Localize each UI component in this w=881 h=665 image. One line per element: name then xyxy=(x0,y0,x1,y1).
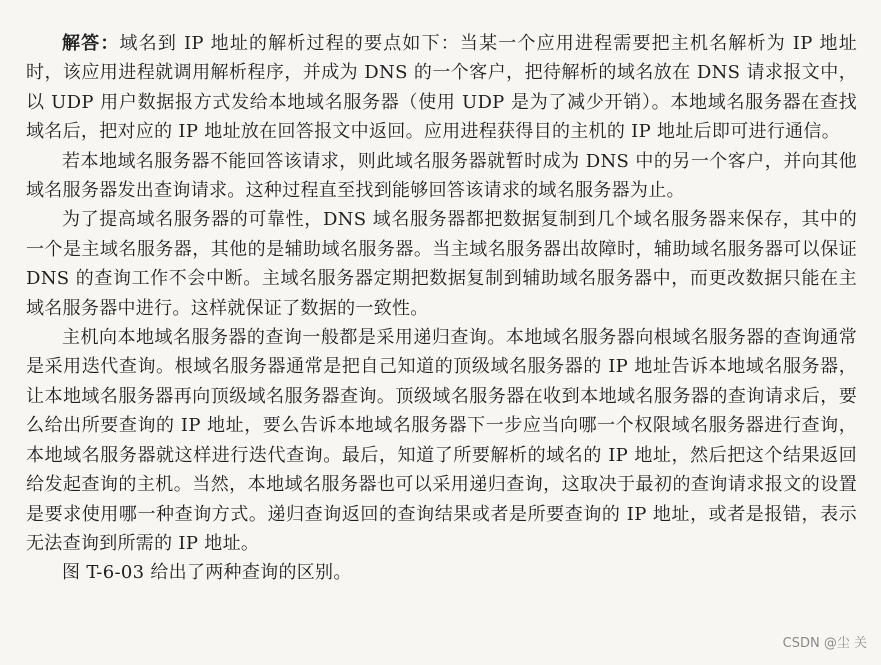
paragraph-3: 为了提高域名服务器的可靠性，DNS 域名服务器都把数据复制到几个域名服务器来保存，其中的一个是主域名服务器，其他的是辅助域名服务器。当主域名服务器出故障时，辅助域名服务器可以保证 DNS 的查询工作不会中断。主域名服务器定期把数据复制到辅助域名服务器中，而更改数据只能在主域名服务器中进行。这样就保证了数据的一致性。 xyxy=(26,209,857,319)
csdn-watermark: CSDN @尘 关 xyxy=(782,636,867,651)
paragraph-1 xyxy=(26,29,857,147)
answer-label: 解答： xyxy=(62,33,120,54)
paragraph-2: 若本地域名服务器不能回答该请求，则此域名服务器就暂时成为 DNS 中的另一个客户，并向其他域名服务器发出查询请求。这种过程直至找到能够回答该请求的域名服务器为止。 xyxy=(26,150,857,202)
figure-caption: 图 T-6-03 给出了两种查询的区别。 xyxy=(62,562,352,584)
paragraph-1-text: 域名到 IP 地址的解析过程的要点如下：当某一个应用进程需要把主机名解析为 IP 地址时，该应用进程就调用解析程序，并成为 DNS 的一个客户，把待解析的域名放在 DNS 请求报文中，以 UDP 用户数据报方式发给本地域名服务器（使用 UDP 是为了减少开销）。本地域名服务器在查找域名后，把对应的 IP 地址放在回答报文中返回。应用进程获得目的主机的 IP 地址后即可进行通信。 xyxy=(26,33,857,143)
paragraph-4: 主机向本地域名服务器的查询一般都是采用递归查询。本地域名服务器向根域名服务器的查询通常是采用迭代查询。根域名服务器通常是把自己知道的顶级域名服务器的 IP 地址告诉本地域名服务器，让本地域名服务器再向顶级域名服务器查询。顶级域名服务器在收到本地域名服务器的查询请求后，要么给出所要查询的 IP 地址，要么告诉本地域名服务器下一步应当向哪一个权限域名服务器进行查询，本地域名服务器就这样进行迭代查询。最后，知道了所要解析的域名的 IP 地址，然后把这个结果返回给发起查询的主机。当然，本地域名服务器也可以采用递归查询，这取决于最初的查询请求报文的设置是要求使用哪一种查询方式。递归查询返回的查询结果或者是所要查询的 IP 地址，或者是报错，表示无法查询到所需的 IP 地址。 xyxy=(26,327,857,554)
